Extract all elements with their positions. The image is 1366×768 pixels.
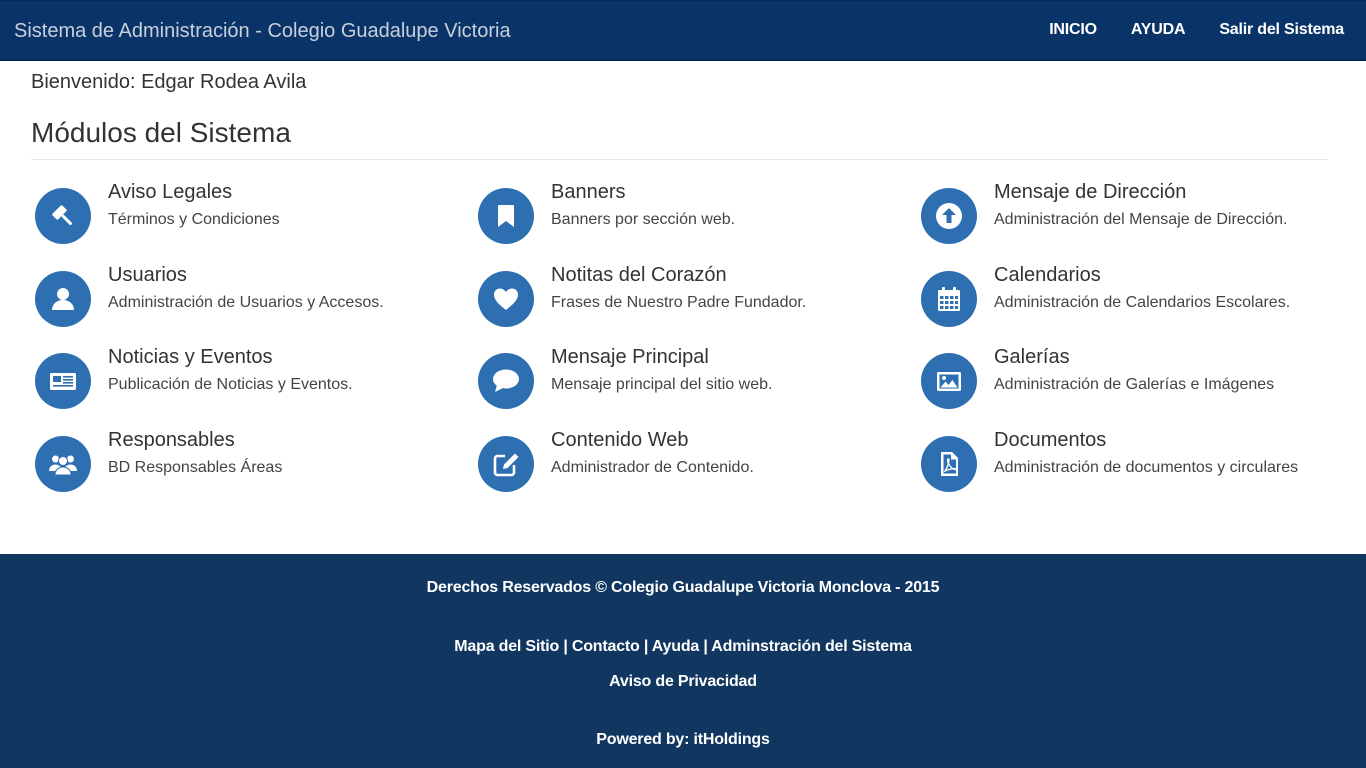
module-description: Administración de documentos y circulares — [994, 459, 1299, 476]
heart-icon — [478, 271, 534, 327]
footer-separator: | — [563, 638, 568, 655]
module-notitas-corazon[interactable] — [474, 263, 904, 329]
footer-link-sitemap[interactable]: Mapa del Sitio — [454, 638, 560, 655]
footer-copyright: Derechos Reservados © Colegio Guadalupe Victoria Monclova - 2015 — [426, 579, 940, 596]
module-title: Mensaje Principal — [551, 346, 709, 368]
picture-icon — [921, 353, 977, 409]
module-title: Documentos — [994, 429, 1107, 451]
module-description: Mensaje principal del sitio web. — [551, 376, 773, 393]
footer-separator: | — [703, 638, 708, 655]
welcome-text: Bienvenido: Edgar Rodea Avila — [31, 71, 307, 93]
module-documentos[interactable] — [917, 428, 1347, 494]
users-icon — [35, 436, 91, 492]
footer-link-contacto[interactable]: Contacto — [571, 638, 640, 655]
footer-privacy-row — [0, 673, 1366, 691]
module-title: Noticias y Eventos — [108, 346, 273, 368]
footer-separator: | — [643, 638, 649, 655]
nav-logout-link[interactable]: Salir del Sistema — [1219, 21, 1344, 38]
module-description: Administración de Galerías e Imágenes — [994, 376, 1275, 393]
newspaper-icon — [35, 353, 91, 409]
page-title: Módulos del Sistema — [31, 117, 291, 148]
top-navbar — [0, 0, 1366, 61]
nav-ayuda-link[interactable]: AYUDA — [1130, 21, 1186, 38]
module-usuarios[interactable] — [31, 263, 461, 329]
module-title: Mensaje de Dirección — [994, 181, 1187, 203]
module-title: Calendarios — [994, 264, 1101, 286]
gavel-icon — [35, 188, 91, 244]
module-responsables[interactable] — [31, 428, 461, 494]
user-icon — [35, 271, 91, 327]
module-title: Usuarios — [108, 264, 187, 286]
bookmark-icon — [478, 188, 534, 244]
footer-link-ayuda[interactable]: Ayuda — [651, 638, 700, 655]
divider — [31, 159, 1328, 160]
module-description: Administrador de Contenido. — [551, 459, 754, 476]
module-description: Banners por sección web. — [551, 211, 736, 228]
module-title: Contenido Web — [551, 429, 689, 451]
module-title: Responsables — [108, 429, 235, 451]
module-description: BD Responsables Áreas — [108, 459, 283, 476]
module-description: Administración de Calendarios Escolares. — [994, 294, 1291, 311]
module-mensaje-direccion[interactable] — [917, 180, 1347, 246]
module-aviso-legales[interactable] — [31, 180, 461, 246]
arrow-up-circle-icon — [921, 188, 977, 244]
module-calendarios[interactable] — [917, 263, 1347, 329]
module-description: Frases de Nuestro Padre Fundador. — [551, 294, 807, 311]
pdf-file-icon — [921, 436, 977, 492]
module-title: Banners — [551, 181, 626, 203]
module-title: Aviso Legales — [108, 181, 233, 203]
nav-inicio-link[interactable]: INICIO — [1049, 21, 1097, 38]
calendar-icon — [921, 271, 977, 327]
module-description: Términos y Condiciones — [108, 211, 280, 228]
scrollbar[interactable] — [1359, 61, 1366, 554]
footer — [0, 554, 1366, 768]
module-title: Galerías — [994, 346, 1070, 368]
module-title: Notitas del Corazón — [551, 264, 727, 286]
module-banners[interactable] — [474, 180, 904, 246]
module-mensaje-principal[interactable] — [474, 345, 904, 411]
edit-icon — [478, 436, 534, 492]
module-noticias-eventos[interactable] — [31, 345, 461, 411]
footer-link-admin[interactable]: Adminstración del Sistema — [711, 638, 912, 655]
footer-powered-by: Powered by: itHoldings — [596, 731, 770, 748]
comment-icon — [478, 353, 534, 409]
footer-links — [0, 638, 1366, 656]
nav-links — [1049, 21, 1344, 39]
footer-link-privacy[interactable]: Aviso de Privacidad — [609, 673, 757, 690]
brand-link[interactable]: Sistema de Administración - Colegio Guadalupe Victoria — [14, 20, 511, 42]
module-galerias[interactable] — [917, 345, 1347, 411]
module-contenido-web[interactable] — [474, 428, 904, 494]
module-description: Administración de Usuarios y Accesos. — [108, 294, 384, 311]
module-description: Publicación de Noticias y Eventos. — [108, 376, 353, 393]
module-description: Administración del Mensaje de Dirección. — [994, 211, 1288, 228]
